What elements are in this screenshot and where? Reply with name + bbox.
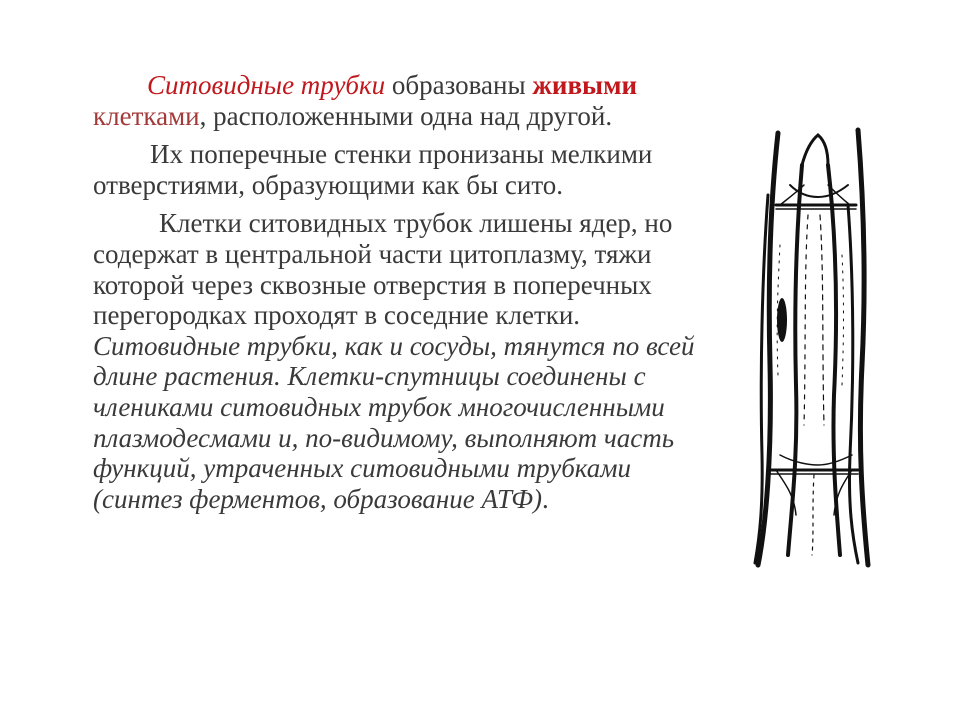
paragraph3-italic: Ситовидные трубки, как и сосуды, тянутся по всей длине растения. Клетки-спутницы соединены с члениками ситовидных трубок многочисленными плазмодесмами и, по-видимому, выполняют часть функций, утраченных ситовидными трубками (синтез ферментов, образование АТФ) xyxy=(93,330,695,514)
term-living: живыми xyxy=(532,70,638,100)
paragraph-cells-description xyxy=(93,208,718,514)
paragraph3-text: Клетки ситовидных трубок лишены ядер, но содержат в центральной части цитоплазму, тяжи которой через сквозные отверстия в поперечных перегородках проходят в соседние клетки. xyxy=(93,208,673,331)
sieve-tube-illustration xyxy=(740,125,880,570)
paragraph-sieve-tubes xyxy=(93,70,718,131)
main-text xyxy=(93,70,718,522)
paragraph2-text: Их поперечные стенки пронизаны мелкими отверстиями, образующими как бы сито. xyxy=(93,139,653,200)
text-arranged: , расположенными одна над другой. xyxy=(199,100,613,131)
paragraph3-end: . xyxy=(541,483,549,514)
term-sieve-tubes: Ситовидные трубки xyxy=(147,70,386,100)
text-formed: образованы xyxy=(385,70,533,100)
term-cells: клетками xyxy=(93,100,200,131)
paragraph-cross-walls xyxy=(93,139,718,200)
